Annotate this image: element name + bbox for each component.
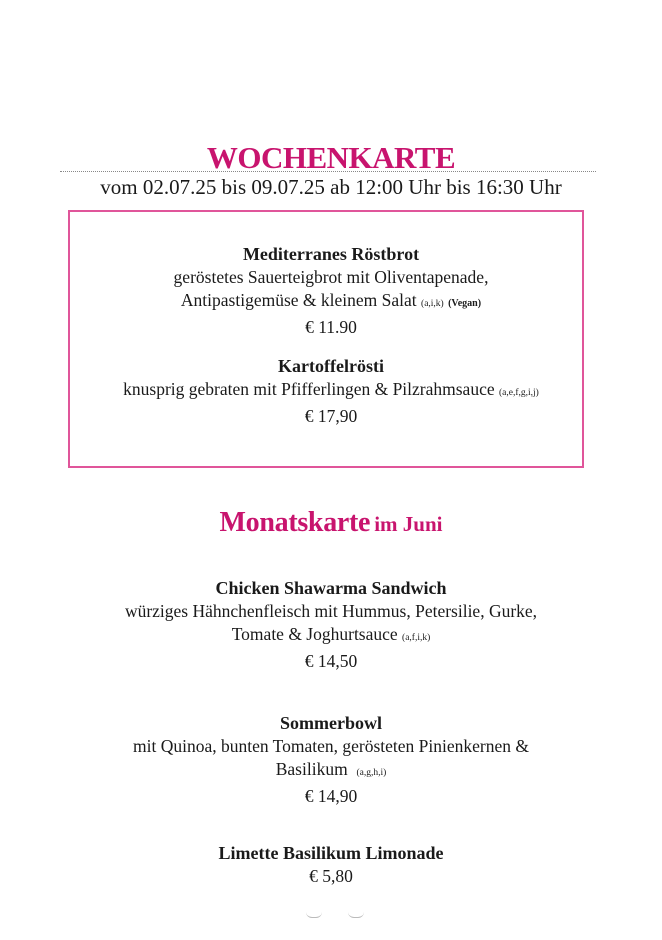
dish-description-line: mit Quinoa, bunten Tomaten, gerösteten Pinienkernen & — [132, 736, 529, 756]
dish-name: Mediterranes Röstbrot — [242, 244, 420, 264]
allergen-codes: (a,f,i,k) — [402, 633, 431, 643]
dish-name: Chicken Shawarma Sandwich — [215, 578, 447, 598]
monthly-title-main: Monatskarte — [219, 507, 371, 538]
dish-price: € 14,90 — [304, 786, 358, 806]
dish-name: Limette Basilikum Limonade — [218, 843, 444, 863]
dish-description-line — [0, 289, 662, 316]
monthly-dish-1 — [0, 577, 662, 673]
monthly-dish-2 — [0, 712, 662, 808]
dish-price: € 17,90 — [304, 406, 358, 426]
allergen-codes: (a,e,f,g,i,j) — [499, 388, 539, 398]
dish-name: Kartoffelrösti — [278, 356, 384, 376]
dish-price: € 14,50 — [304, 651, 358, 671]
decorative-mark — [306, 912, 322, 918]
dish-price: € 11.90 — [305, 317, 357, 337]
dish-price: € 5,80 — [309, 866, 353, 886]
decorative-mark — [348, 912, 364, 918]
monthly-dish-3 — [0, 842, 662, 888]
weekly-menu-title: WOCHENKARTE — [206, 140, 456, 175]
weekly-date-range: vom 02.07.25 bis 09.07.25 ab 12:00 Uhr bis 16:30 Uhr — [100, 175, 562, 199]
dish-description-line — [0, 378, 662, 405]
dish-description-text: Tomate & Joghurtsauce — [231, 624, 398, 644]
weekly-dish-2 — [0, 355, 662, 428]
title-divider — [60, 171, 596, 172]
monthly-title-suffix: im Juni — [374, 512, 443, 536]
dish-description-line: geröstetes Sauerteigbrot mit Oliventapenade, — [173, 267, 489, 287]
dish-description-line: würziges Hähnchenfleisch mit Hummus, Petersilie, Gurke, — [124, 601, 538, 621]
vegan-tag: (Vegan) — [448, 298, 482, 309]
allergen-codes: (a,g,h,i) — [356, 768, 387, 778]
dish-description-text: knusprig gebraten mit Pfifferlingen & Pilzrahmsauce — [123, 379, 495, 399]
dish-description-line — [0, 623, 662, 650]
allergen-codes: (a,i,k) — [421, 299, 444, 309]
dish-description-line — [0, 758, 662, 785]
dish-description-text: Basilikum — [275, 759, 348, 779]
monthly-menu-title — [0, 505, 662, 545]
weekly-dish-1 — [0, 243, 662, 339]
dish-name: Sommerbowl — [280, 713, 382, 733]
dish-description-text: Antipastigemüse & kleinem Salat — [180, 290, 417, 310]
